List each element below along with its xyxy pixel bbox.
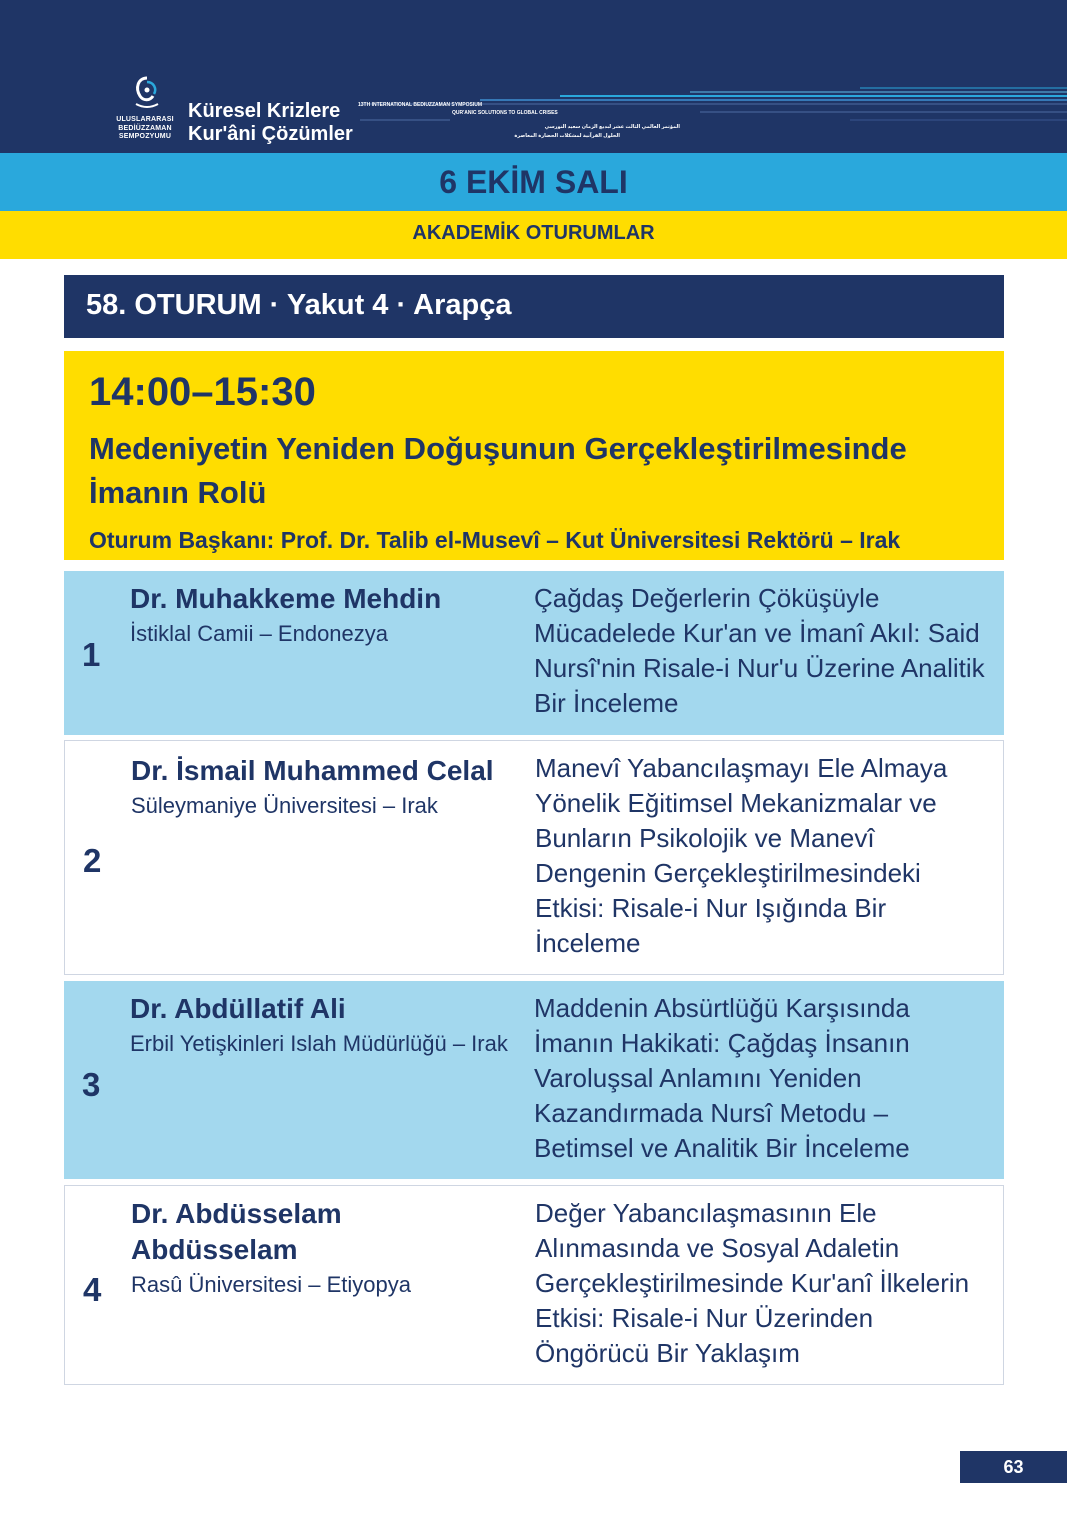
symposium-en-line1: 13TH INTERNATIONAL BEDIUZZAMAN SYMPOSIUM bbox=[358, 102, 482, 108]
presentation-row bbox=[64, 571, 1004, 735]
date-band bbox=[0, 153, 1067, 211]
presentation-row bbox=[64, 740, 1004, 975]
presentation-title: Değer Yabancılaşmasının Ele Alınmasında ve Sosyal Adaletin Gerçekleştirilmesinde Kur'anî İlkelerin Etkisi: Risale-i Nur Üzerinden Öngörücü Bir Yaklaşım bbox=[535, 1198, 970, 1368]
logo-text-uluslararasi: ULUSLARARASI bbox=[116, 116, 174, 123]
session-time: 14:00–15:30 bbox=[89, 370, 316, 414]
speaker-institution: İstiklal Camii – Endonezya bbox=[130, 621, 389, 646]
speaker-name: Dr. Abdüsselam Abdüsselam bbox=[131, 1198, 342, 1265]
presentation-title: Çağdaş Değerlerin Çöküşüyle Mücadelede Kur'an ve İmanî Akıl: Said Nursî'nin Risale-i Nur'u Üzerine Analitik Bir İnceleme bbox=[534, 583, 985, 718]
presentation-number: 3 bbox=[82, 1066, 101, 1103]
speaker-block bbox=[130, 991, 510, 1059]
logo-text-bediuzzaman: BEDİÜZZAMAN bbox=[118, 125, 172, 132]
presentation-row bbox=[64, 981, 1004, 1179]
symposium-logo-icon bbox=[130, 76, 164, 112]
presentation-number: 1 bbox=[82, 636, 101, 673]
symposium-en-line2: QUR'ANIC SOLUTIONS TO GLOBAL CRISES bbox=[452, 110, 558, 116]
logo-text-sempozyumu: SEMPOZYUMU bbox=[118, 133, 172, 140]
session-topic-line2: İmanın Rolü bbox=[89, 475, 267, 510]
presentation-title: Manevî Yabancılaşmayı Ele Almaya Yönelik Eğitimsel Mekanizmalar ve Bunların Psikolojik ve Manevî Dengenin Gerçekleştirilmesindeki Etkisi: Risale-i Nur Işığında Bir İnceleme bbox=[535, 753, 948, 958]
page-header bbox=[0, 0, 1067, 153]
date-title: 6 EKİM SALI bbox=[439, 164, 628, 200]
session-details bbox=[64, 351, 1004, 560]
symposium-ar-line1: المؤتمر العالمي الثالث عشر لبديع الزمان سعيد النورسي bbox=[544, 124, 680, 130]
presentation-row bbox=[64, 1185, 1004, 1385]
speaker-name: Dr. Muhakkeme Mehdin bbox=[130, 583, 442, 614]
brand-title-line1: Küresel Krizlere bbox=[188, 100, 341, 122]
session-chair: Oturum Başkanı: Prof. Dr. Talib el-Musevî – Kut Üniversitesi Rektörü – Irak bbox=[89, 527, 901, 553]
presentation-title: Maddenin Absürtlüğü Karşısında İmanın Hakikati: Çağdaş İnsanın Varoluşsal Anlamını Yeniden Kazandırmada Nursî Metodu – Betimsel ve Analitik Bir İnceleme bbox=[534, 993, 910, 1163]
speaker-institution: Süleymaniye Üniversitesi – Irak bbox=[131, 793, 438, 818]
session-header bbox=[64, 275, 1004, 338]
page-number: 63 bbox=[960, 1451, 1067, 1483]
symposium-ar-line2: الحلول القرآنية لمشكلات الحضارة المعاصرة bbox=[514, 133, 620, 139]
speaker-institution: Rasû Üniversitesi – Etiyopya bbox=[131, 1272, 412, 1297]
speaker-name: Dr. İsmail Muhammed Celal bbox=[131, 755, 494, 786]
section-band bbox=[0, 211, 1067, 259]
speaker-block bbox=[131, 753, 511, 821]
presentation-number: 4 bbox=[83, 1271, 102, 1308]
session-header-text: 58. OTURUM · Yakut 4 · Arapça bbox=[86, 289, 512, 321]
section-title: AKADEMİK OTURUMLAR bbox=[412, 222, 655, 244]
speaker-block bbox=[131, 1196, 501, 1300]
brand-title-line2: Kur'âni Çözümler bbox=[188, 123, 353, 145]
session-topic-line1: Medeniyetin Yeniden Doğuşunun Gerçekleştirilmesinde bbox=[89, 431, 907, 466]
speaker-institution: Erbil Yetişkinleri Islah Müdürlüğü – Irak bbox=[130, 1031, 508, 1056]
speaker-name: Dr. Abdüllatif Ali bbox=[130, 993, 346, 1024]
presentation-number: 2 bbox=[83, 842, 102, 879]
session-topic bbox=[89, 427, 980, 515]
speaker-block bbox=[130, 581, 510, 649]
